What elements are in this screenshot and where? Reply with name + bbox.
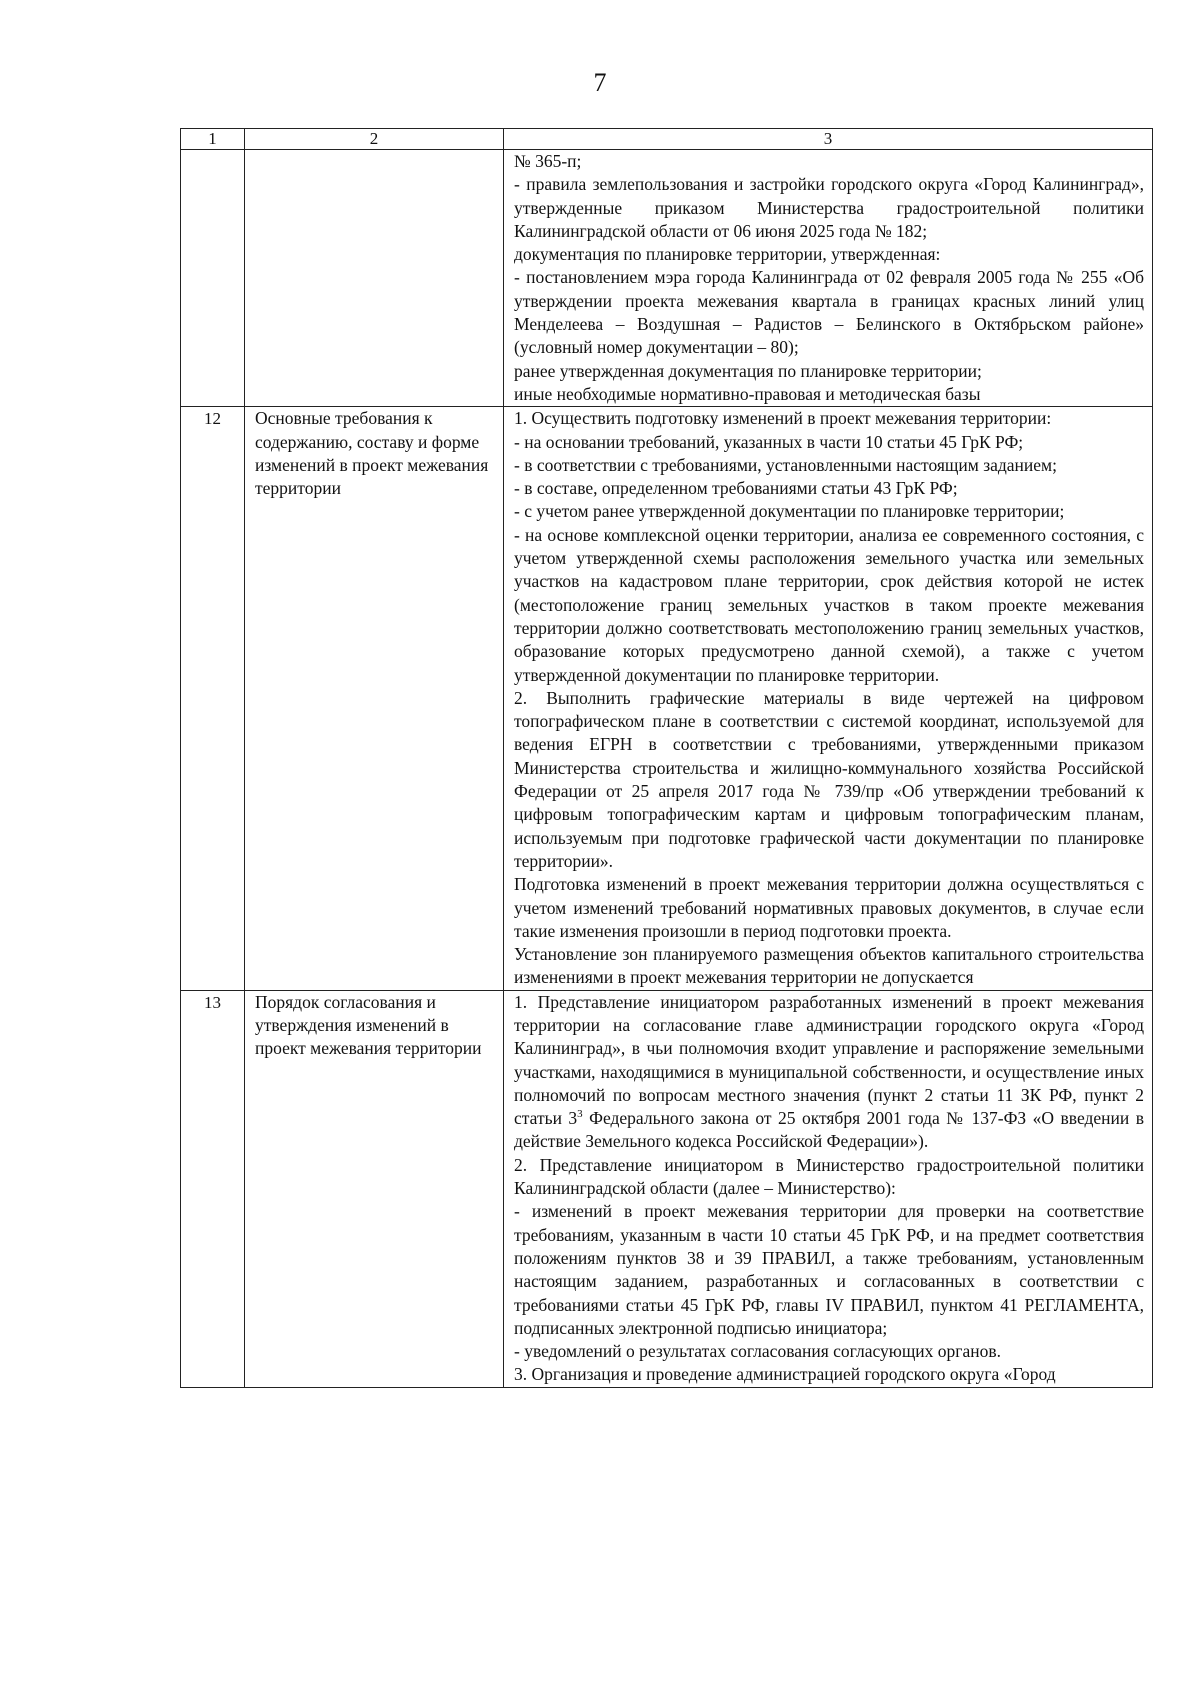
page-number: 7 (593, 68, 607, 97)
paragraph: 2. Выполнить графические материалы в виде чертежей на цифровом топографическом плане в соответствии с системой координат, используемой для ведения ЕГРН в соответствии с требованиями, утвержденными приказом Министерства строительства и жилищно-коммунального хозяйства Российской Федерации от 25 апреля 2017 года № 739/пр «Об утверждении требований к цифровым топографическим картам и цифровым топографическим планам, используемым при подготовке графической части документации по планировке территории». (514, 687, 1144, 871)
requirements-table (180, 128, 1153, 1388)
paragraph: - постановлением мэра города Калининграда от 02 февраля 2005 года № 255 «Об утверждении проекта межевания квартала в границах красных линий улиц Менделеева – Воздушная – Радистов – Белинского в Октябрьском районе» (условный номер документации – 80); (514, 267, 1144, 358)
paragraph: 3. Организация и проведение администрацией городского округа «Город (514, 1364, 1056, 1385)
paragraph: - в составе, определенном требованиями статьи 43 ГрК РФ; (514, 478, 958, 499)
row-number-cell (181, 150, 245, 407)
paragraph-part: 1. Представление инициатором разработанных изменений в проект межевания территории на согласование главе администрации городского округа «Город Калининград», в чьи полномочия входит управление и распоряжение земельными участками, находящимися в муниципальной собственности, и осуществление иных полномочий по вопросам местного значения (пункт 2 статьи 11 ЗК РФ, пункт 2 статьи 3 (514, 991, 1144, 1129)
header-col-3: 3 (504, 129, 1153, 150)
paragraph: ранее утвержденная документация по планировке территории; (514, 360, 982, 381)
table-header-row (181, 129, 1153, 150)
superscript: 3 (577, 1108, 583, 1121)
header-col-1: 1 (181, 129, 245, 150)
row-content-cell (504, 407, 1153, 990)
paragraph: - на основании требований, указанных в части 10 статьи 45 ГрК РФ; (514, 431, 1024, 452)
paragraph (514, 991, 1144, 1154)
paragraph: 1. Осуществить подготовку изменений в проект межевания территории: (514, 408, 1052, 429)
row-content-cell (504, 150, 1153, 407)
paragraph: 2. Представление инициатором в Министерство градостроительной политики Калининградской области (далее – Министерство): (514, 1154, 1144, 1199)
paragraph: № 365-п; (514, 151, 582, 171)
paragraph: - уведомлений о результатах согласования согласующих органов. (514, 1341, 1001, 1362)
row-number: 12 (181, 407, 245, 990)
paragraph: - правила землепользования и застройки городского округа «Город Калининград», утвержденные приказом Министерства градостроительной политики Калининградской области от 06 июня 2025 года № 182; (514, 174, 1144, 241)
row-title: Порядок согласования и утверждения изменений в проект межевания территории (245, 990, 504, 1387)
row-number: 13 (181, 990, 245, 1387)
paragraph: - с учетом ранее утвержденной документации по планировке территории; (514, 501, 1065, 522)
row-name-cell (245, 150, 504, 407)
paragraph: Подготовка изменений в проект межевания территории должна осуществляться с учетом изменений требований нормативных правовых документов, в случае если такие изменения произошли в период подготовки проекта. (514, 874, 1144, 941)
paragraph-part: Федерального закона от 25 октября 2001 года № 137-ФЗ «О введении в действие Земельного кодекса Российской Федерации»). (514, 1108, 1144, 1152)
row-title: Основные требования к содержанию, составу и форме изменений в проект межевания территории (245, 407, 504, 990)
paragraph: Установление зон планируемого размещения объектов капитального строительства изменениями в проект межевания территории не допускается (514, 944, 1144, 988)
paragraph: - в соответствии с требованиями, установленными настоящим заданием; (514, 454, 1057, 475)
paragraph: документация по планировке территории, утвержденная: (514, 244, 941, 265)
table-row-12 (181, 407, 1153, 990)
paragraph: - на основе комплексной оценки территории, анализа ее современного состояния, с учетом утвержденной схемы расположения земельного участка или земельных участков на кадастровом плане территории, срок действия которой не истек (местоположение границ земельных участков в таком проекте межевания территории должно соответствовать местоположению границ земельных участков, образование которых предусмотрено данной схемой), а также с учетом утвержденной документации по планировке территории. (514, 524, 1144, 685)
header-col-2: 2 (245, 129, 504, 150)
table-row-13 (181, 990, 1153, 1387)
row-content-cell (504, 990, 1153, 1387)
paragraph: - изменений в проект межевания территории для проверки на соответствие требованиям, указанным в части 10 статьи 45 ГрК РФ, и на предмет соответствия положениям пунктов 38 и 39 ПРАВИЛ, а также требованиям, установленным настоящим заданием, разработанных и согласованных в соответствии с требованиями статьи 45 ГрК РФ, главы IV ПРАВИЛ, пунктом 41 РЕГЛАМЕНТА, подписанных электронной подписью инициатора; (514, 1201, 1144, 1338)
table-row-continuation (181, 150, 1153, 407)
paragraph: иные необходимые нормативно-правовая и методическая базы (514, 383, 981, 404)
